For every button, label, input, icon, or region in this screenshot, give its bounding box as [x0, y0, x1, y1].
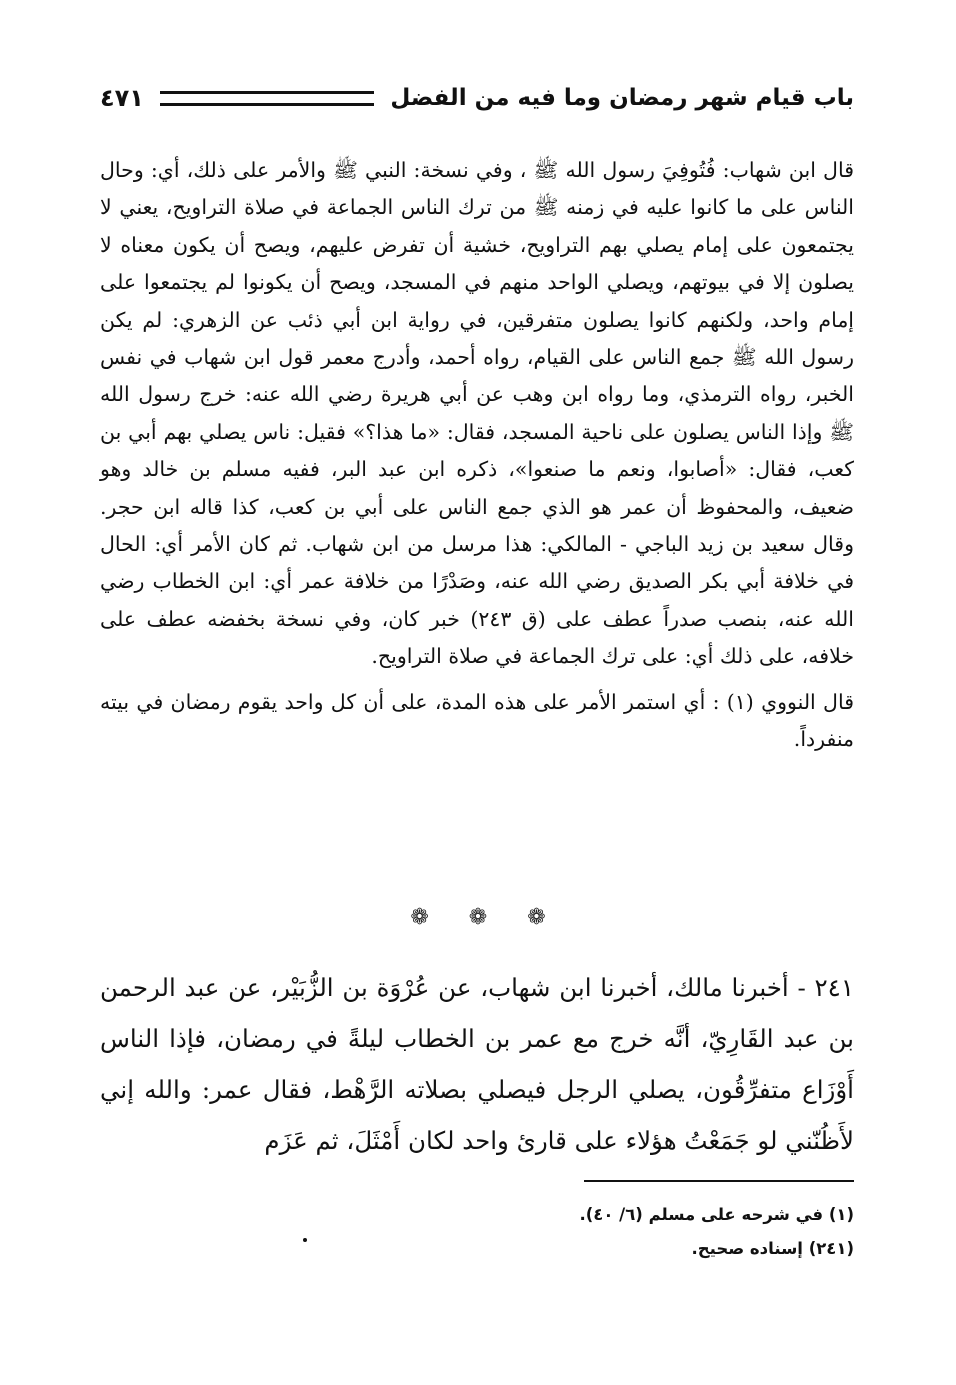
footnote-rule: [584, 1180, 854, 1182]
ornament-icon: ❁: [527, 905, 546, 930]
chapter-title: باب قيام شهر رمضان وما فيه من الفضل: [390, 85, 854, 111]
running-header: [100, 78, 854, 118]
header-rule: [160, 91, 374, 106]
section-separator: [0, 905, 956, 930]
print-speck: [303, 1238, 307, 1242]
hadith-text: ٢٤١ - أخبرنا مالك، أخبرنا ابن شهاب، عن عُرْوَة بن الزُّبَيْر، عن عبد الرحمن بن عبد القَارِيّ، أنَّه خرج مع عمر بن الخطاب ليلةً في رمضان، فإذا الناس أَوْزَاع متفرِّقُون، يصلي الرجل فيصلي بصلاته الرَّهْط، فقال عمر: والله إني لأَظُنّني لو جَمَعْتُ هؤلاء على قارئ واحد لكان أَمْثَلَ، ثم عَزَم: [100, 973, 854, 1155]
page-number: ٤٧١: [100, 84, 144, 112]
commentary-paragraph: قال ابن شهاب: فُتُوفِيَ رسول الله ﷺ ، وفي نسخة: النبي ﷺ والأمر على ذلك، أي: وحال الناس على ما كانوا عليه في زمنه ﷺ من ترك الناس الجماعة في صلاة التراويح، يعني لا يجتمعون على إمام يصلي بهم التراويح، خشية أن تفرض عليهم، ويصح أن يكون معناه لا يصلون إلا في بيوتهم، ويصلي الواحد منهم في المسجد، ويصح أن يكونوا لم يجتمعوا على إمام واحد، ولكنهم كانوا يصلون متفرقين، في رواية ابن أبي ذئب عن الزهري: لم يكن رسول الله ﷺ جمع الناس على القيام، رواه أحمد، وأدرج معمر قول ابن شهاب في نفس الخبر، رواه الترمذي، وما رواه ابن وهب عن أبي هريرة رضي الله عنه: خرج رسول الله ﷺ وإذا الناس يصلون على ناحية المسجد، فقال: «ما هذا؟» فقيل: ناس يصلي بهم أبي بن كعب، فقال: «أصابوا، ونعم ما صنعوا»، ذكره ابن عبد البر، ففيه مسلم بن خالد وهو ضعيف، والمحفوظ أن عمر هو الذي جمع الناس على أبي بن كعب، كذا قاله ابن حجر. وقال سعيد بن زيد الباجي - المالكي: هذا مرسل من ابن شهاب. ثم كان الأمر أي: الحال في خلافة أبي بكر الصديق رضي الله عنه، وصَدْرًا من خلافة عمر أي: ابن الخطاب رضي الله عنه، بنصب صدراً عطف على (ق ٢٤٣) خبر كان، وفي نسخة بخفضه عطف على خلافه، على ذلك أي: على ترك الجماعة في صلاة التراويح.: [100, 158, 854, 669]
commentary-paragraph: قال النووي (١) : أي استمر الأمر على هذه المدة، على أن كل واحد يقوم رمضان في بيته منفرداً.: [100, 689, 854, 752]
hadith-block: [100, 962, 854, 1166]
footnotes: [100, 1198, 854, 1266]
footnote: (٢٤١) إسناده صحيح.: [691, 1239, 854, 1258]
ornament-icon: ❁: [410, 905, 429, 930]
footnote: (١) في شرحه على مسلم (٦/ ٤٠).: [579, 1205, 854, 1224]
ornament-icon: ❁: [468, 905, 488, 930]
commentary-block: [100, 152, 854, 759]
